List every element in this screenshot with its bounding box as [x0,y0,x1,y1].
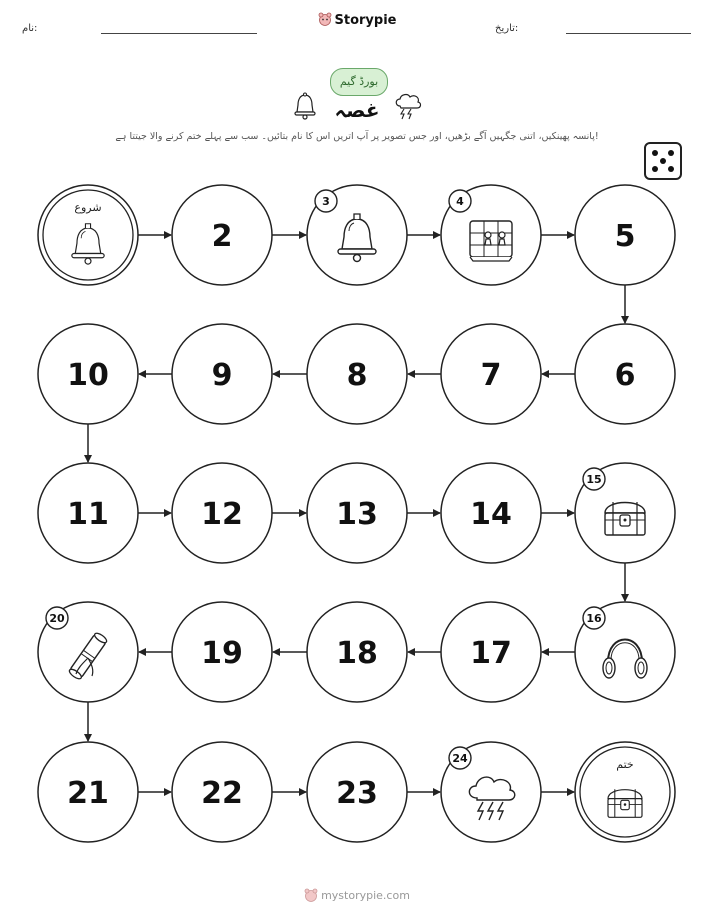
board-space-15[interactable] [575,463,675,563]
board-space-23[interactable] [307,742,407,842]
space-number: 13 [336,497,378,532]
brand-name: Storypie [334,13,397,28]
board-space-9[interactable] [172,324,272,424]
board-space-7[interactable] [441,324,541,424]
start-space[interactable] [38,185,138,285]
board-space-19[interactable] [172,602,272,702]
footer-url[interactable]: mystorypie.com [321,889,410,902]
space-number: 4 [456,195,464,208]
space-number: 21 [67,776,109,811]
board-space-21[interactable] [38,742,138,842]
finish-label: ختم [616,758,634,771]
space-number: 6 [614,358,636,393]
page-title: غصہ [334,98,380,122]
board-space-13[interactable] [307,463,407,563]
space-number: 19 [201,636,243,671]
board-space-10[interactable] [38,324,138,424]
space-number: 24 [452,752,468,765]
space-number: 17 [470,636,512,671]
board-space-16[interactable] [575,602,675,702]
treasure-chest-icon [608,789,642,817]
board-space-3[interactable] [307,185,407,285]
space-number: 22 [201,776,243,811]
name-label: نام: [22,23,38,34]
board-space-6[interactable] [575,324,675,424]
space-number: 18 [336,636,378,671]
board-space-12[interactable] [172,463,272,563]
space-number: 5 [614,219,636,254]
board-game-badge: بورڈ گیم [330,68,388,96]
space-number: 3 [322,195,330,208]
finish-space[interactable] [575,742,675,842]
board-space-24[interactable] [441,742,541,842]
space-number: 23 [336,776,378,811]
board-space-5[interactable] [575,185,675,285]
date-label: تاریخ: [495,23,519,34]
board-space-20[interactable] [38,602,138,702]
board-space-4[interactable] [441,185,541,285]
space-number: 2 [211,219,233,254]
space-number: 7 [480,358,502,393]
space-number: 20 [49,612,65,625]
board-space-18[interactable] [307,602,407,702]
treasure-chest-icon [605,502,645,535]
footer [0,888,714,902]
board-space-11[interactable] [38,463,138,563]
storypie-logo-icon [304,888,318,902]
board-space-14[interactable] [441,463,541,563]
board-space-22[interactable] [172,742,272,842]
board-space-17[interactable] [441,602,541,702]
space-number: 9 [211,358,233,393]
space-number: 8 [346,358,368,393]
board-game-icon [470,221,512,261]
space-number: 10 [67,358,109,393]
board-space-8[interactable] [307,324,407,424]
board-space-2[interactable] [172,185,272,285]
space-number: 15 [586,473,602,486]
space-number: 11 [67,497,109,532]
space-number: 16 [586,612,602,625]
space-number: 14 [470,497,512,532]
instructions: پانسہ پھینکیں، اتنی جگہیں آگے بڑھیں، اور جس تصویر پر آپ اتریں اس کا نام بتائیں۔ سب سے پہلے ختم کرنے والا جیتتا ہے! [115,131,599,142]
space-number: 12 [201,497,243,532]
start-label: شروع [74,201,102,214]
